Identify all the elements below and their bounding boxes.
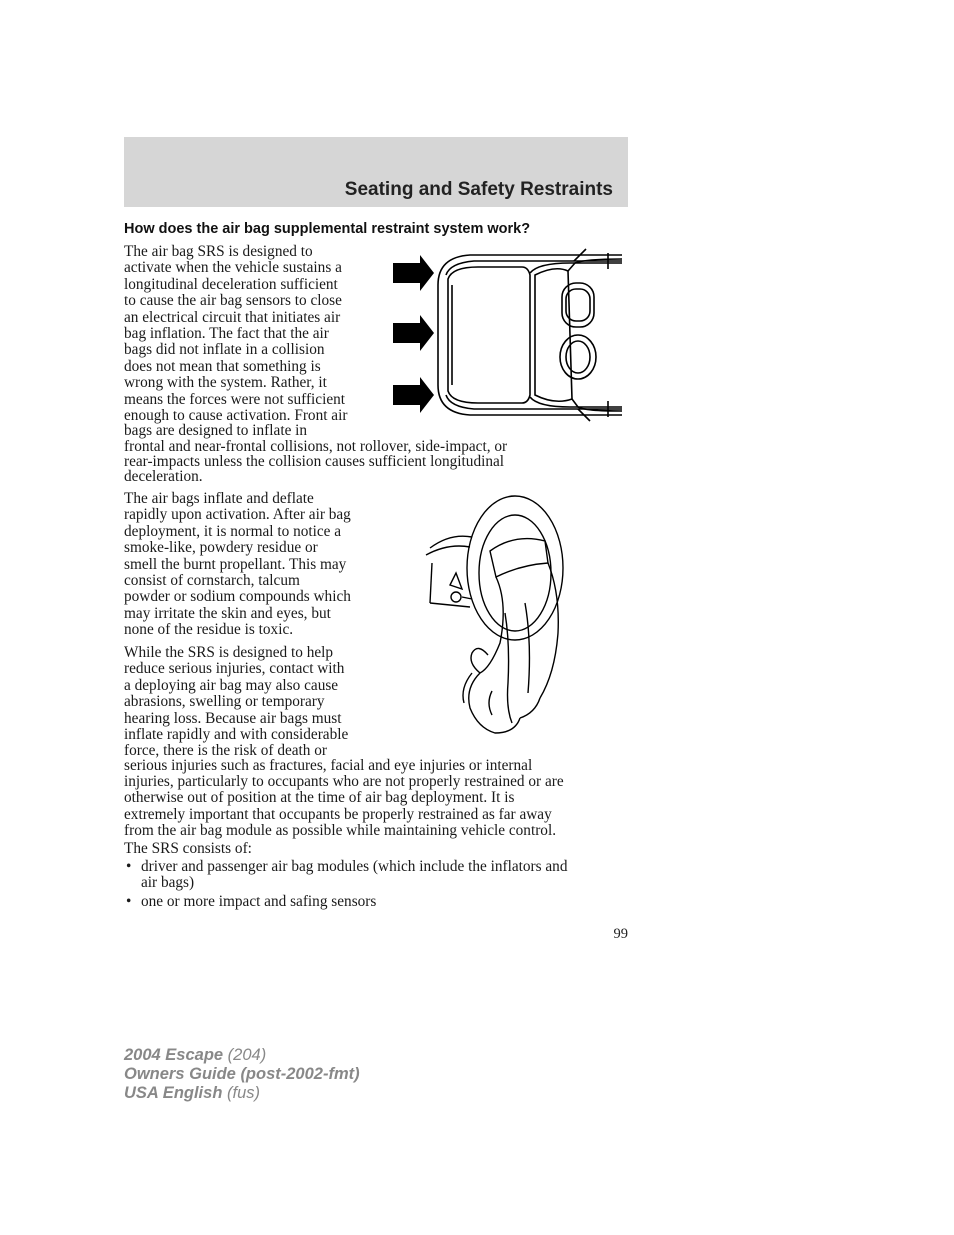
text-line: deployment, it is normal to notice a — [124, 522, 342, 540]
text-line: frontal and near-frontal collisions, not rollover, side-impact, or — [124, 437, 508, 455]
text-line: from the air bag module as possible while maintaining vehicle control. — [124, 821, 557, 839]
text-line: smell the burnt propellant. This may — [124, 555, 347, 573]
text-line: to cause the air bag sensors to close — [124, 292, 342, 310]
text-line: none of the residue is toxic. — [124, 621, 294, 639]
text-line: otherwise out of position at the time of air bag deployment. It is — [124, 789, 515, 807]
bullet-icon: • — [126, 858, 132, 875]
footer-line-model — [124, 1046, 360, 1065]
text-line: extremely important that occupants be properly restrained as far away — [124, 805, 552, 823]
paragraph-injury-risk — [124, 645, 564, 839]
text-line: deceleration. — [124, 467, 203, 485]
text-line: rear-impacts unless the collision causes sufficient longitudinal — [124, 452, 505, 470]
text-line: one or more impact and safing sensors — [141, 892, 377, 910]
text-line: The air bags inflate and deflate — [124, 490, 314, 507]
text-line: air bags) — [141, 874, 195, 892]
footer-model-code: (204) — [223, 1046, 267, 1064]
text-line: bag inflation. The fact that the air — [124, 325, 329, 343]
list-item — [124, 894, 628, 910]
text-line: a deploying air bag may also cause — [124, 676, 339, 694]
text-line: rapidly upon activation. After air bag — [124, 506, 351, 524]
text-line: bags did not inflate in a collision — [124, 341, 325, 359]
section-header-band — [124, 137, 628, 207]
footer-line-guide — [124, 1065, 360, 1084]
text-line: driver and passenger air bag modules (which include the inflators and — [141, 858, 568, 875]
text-line: smoke-like, powdery residue or — [124, 539, 318, 557]
text-line: means the forces were not sufficient — [124, 390, 346, 408]
text-line: consist of cornstarch, talcum — [124, 572, 300, 590]
footer-model: 2004 Escape — [124, 1046, 224, 1064]
text-line: The SRS consists of: — [124, 840, 252, 857]
paragraph-residue — [124, 491, 351, 639]
footer-language-code: (fus) — [222, 1084, 260, 1102]
text-line: may irritate the skin and eyes, but — [124, 604, 331, 622]
text-line: activate when the vehicle sustains a — [124, 259, 342, 277]
text-line: does not mean that something is — [124, 357, 321, 375]
text-line: force, there is the risk of death or — [124, 741, 328, 759]
text-line: bags are designed to inflate in — [124, 422, 308, 440]
car-frontal-impact-icon — [390, 245, 626, 425]
text-line: The air bag SRS is designed to — [124, 243, 313, 260]
footer-line-language — [124, 1084, 360, 1103]
text-line: longitudinal deceleration sufficient — [124, 275, 338, 293]
section-title: Seating and Safety Restraints — [344, 179, 613, 200]
text-line: injuries, particularly to occupants who are not properly restrained or are — [124, 773, 564, 791]
page-number: 99 — [613, 926, 628, 942]
bullet-icon: • — [126, 892, 132, 910]
text-line: powder or sodium compounds which — [124, 588, 351, 606]
srs-components-list — [124, 859, 628, 912]
text-line: inflate rapidly and with considerable — [124, 726, 349, 744]
text-line: serious injuries such as fractures, facial and eye injuries or internal — [124, 757, 533, 775]
question-heading: How does the air bag supplemental restraint system work? — [124, 221, 531, 237]
text-line: hearing loss. Because air bags must — [124, 709, 342, 727]
text-line: an electrical circuit that initiates air — [124, 308, 341, 326]
text-line: wrong with the system. Rather, it — [124, 374, 327, 392]
document-footer — [124, 1046, 360, 1103]
list-item — [124, 859, 628, 892]
footer-language: USA English — [124, 1084, 223, 1102]
text-line: abrasions, swelling or temporary — [124, 693, 325, 711]
paragraph-srs-consists — [124, 841, 252, 857]
text-line: reduce serious injuries, contact with — [124, 660, 345, 678]
text-line: While the SRS is designed to help — [124, 644, 334, 661]
text-line: enough to cause activation. Front air — [124, 407, 348, 425]
footer-guide: Owners Guide (post-2002-fmt) — [124, 1065, 360, 1083]
